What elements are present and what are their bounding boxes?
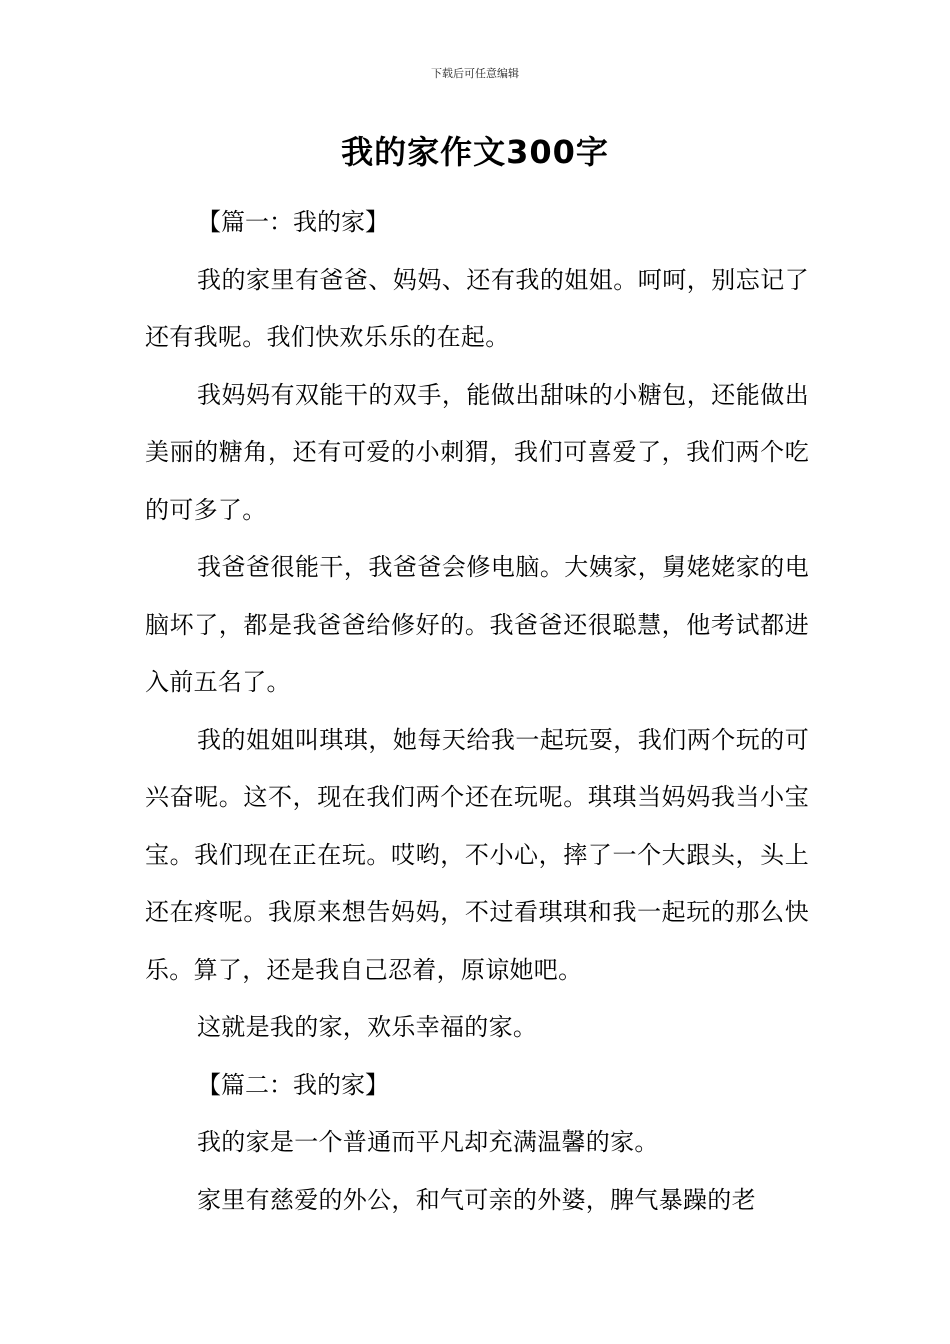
paragraph: 我爸爸很能干，我爸爸会修电脑。大姨家，舅姥姥家的电脑坏了，都是我爸爸给修好的。我爸爸还很聪慧，他考试都进入前五名了。 xyxy=(145,553,809,696)
page-title: 我的家作文300字 xyxy=(341,133,609,171)
paragraph: 这就是我的家，欢乐幸福的家。 xyxy=(197,1013,538,1041)
article-body xyxy=(145,194,809,1229)
paragraph: 家里有慈爱的外公，和气可亲的外婆，脾气暴躁的老 xyxy=(197,1185,756,1214)
paragraph: 我妈妈有双能干的双手，能做出甜味的小糖包，还能做出美丽的糖角，还有可爱的小刺猬，我们可喜爱了，我们两个吃的可多了。 xyxy=(145,380,809,524)
section-heading-1: 【篇一：我的家】 xyxy=(197,208,389,236)
section-heading-2: 【篇二：我的家】 xyxy=(197,1070,389,1099)
paragraph: 我的家里有爸爸、妈妈、还有我的姐姐。呵呵，别忘记了还有我呢。我们快欢乐乐的在起。 xyxy=(145,265,809,351)
paragraph: 我的家是一个普通而平凡却充满温馨的家。 xyxy=(197,1128,659,1156)
paragraph: 我的姐姐叫琪琪，她每天给我一起玩耍，我们两个玩的可兴奋呢。这不，现在我们两个还在玩呢。琪琪当妈妈我当小宝宝。我们现在正在玩。哎哟，不小心，摔了一个大跟头，头上还在疼呢。我原来想告妈妈，不过看琪琪和我一起玩的那么快乐。算了，还是我自己忍着，原谅她吧。 xyxy=(145,725,809,984)
header-note: 下载后可任意编辑 xyxy=(431,67,519,80)
